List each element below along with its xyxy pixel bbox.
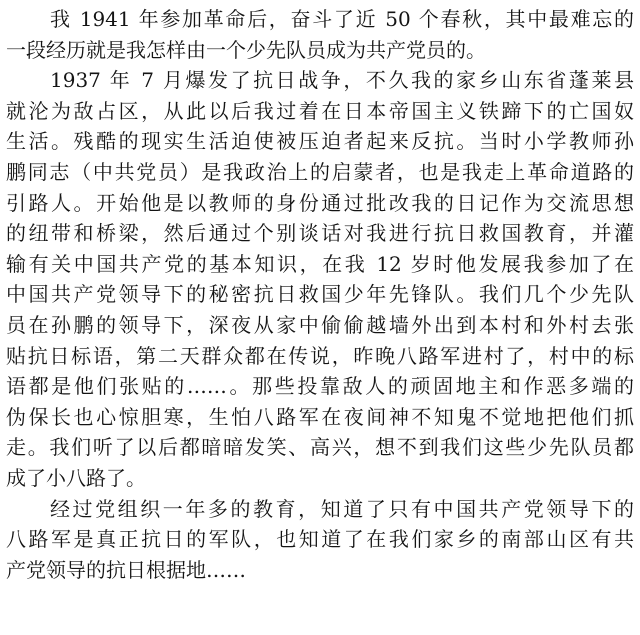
text-line-13: 语都是他们张贴的……。那些投靠敌人的顽固地主和作恶多端的 [6,374,634,399]
text-line-14: 伪保长也心惊胆寒，生怕八路军在夜间神不知鬼不觉地把他们抓 [6,404,634,429]
text-line-5: 生活。残酷的现实生活迫使被压迫者起来反抗。当时小学教师孙 [6,129,634,154]
text-line-17: 经过党组织一年多的教育，知道了只有中国共产党领导下的 [50,496,634,521]
text-line-9: 输有关中国共产党的基本知识，在我 12 岁时他发展我参加了在 [6,251,634,276]
text-line-4: 就沦为敌占区，从此以后我过着在日本帝国主义铁蹄下的亡国奴 [6,98,634,123]
text-line-16: 成了小八路了。 [6,465,146,490]
text-line-2: 一段经历就是我怎样由一个少先队员成为共产党员的。 [6,37,486,62]
text-line-3: 1937 年 7 月爆发了抗日战争，不久我的家乡山东省蓬莱县 [50,68,634,93]
text-line-7: 引路人。开始他是以教师的身份通过批改我的日记作为交流思想 [6,190,634,215]
text-line-18: 八路军是真正抗日的军队，也知道了在我们家乡的南部山区有共 [6,527,634,552]
text-line-15: 走。我们听了以后都暗暗发笑、高兴，想不到我们这些少先队员都 [6,435,634,460]
text-line-1: 我 1941 年参加革命后，奋斗了近 50 个春秋，其中最难忘的 [50,7,634,31]
text-line-12: 贴抗日标语，第二天群众都在传说，昨晚八路军进村了，村中的标 [6,343,634,368]
text-line-8: 的纽带和桥梁，然后通过个别谈话对我进行抗日救国教育，并灌 [6,221,634,246]
text-line-10: 中国共产党领导下的秘密抗日救国少年先锋队。我们几个少先队 [6,282,634,307]
text-line-19: 产党领导的抗日根据地…… [6,557,246,582]
text-line-11: 员在孙鹏的领导下，深夜从家中偷偷越墙外出到本村和外村去张 [6,312,634,337]
text-line-6: 鹏同志（中共党员）是我政治上的启蒙者，也是我走上革命道路的 [6,159,634,184]
